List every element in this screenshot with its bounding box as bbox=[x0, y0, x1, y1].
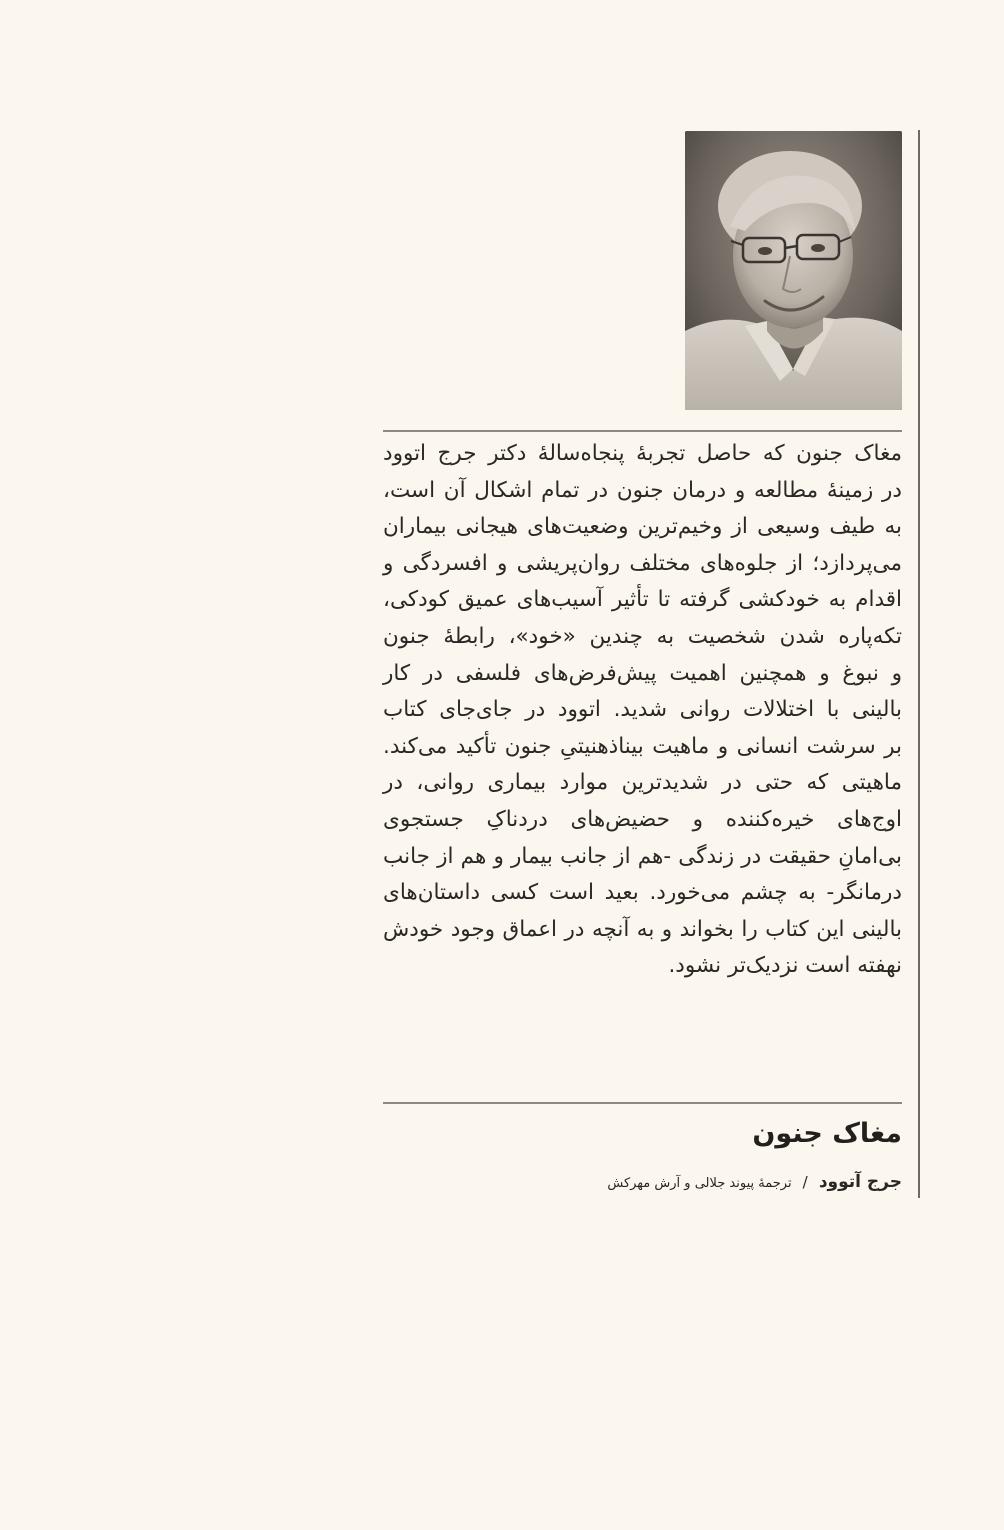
book-blurb bbox=[383, 436, 902, 985]
credits-separator: / bbox=[802, 1173, 808, 1191]
translators: ترجمهٔ پیوند جلالی و آرش مهرکش bbox=[607, 1176, 792, 1191]
blurb-line: بر سرشت انسانی و ماهیت بیناذهنیتیِ جنون تأکید می‌کند. bbox=[383, 733, 902, 759]
blurb-line: اوج‌های خیره‌کننده و حضیض‌های دردناکِ جستجوی bbox=[383, 806, 902, 832]
blurb-line: بالینی این کتاب را بخواند و به آنچه در اعماق وجود خودش bbox=[383, 916, 902, 942]
blurb-line: درمانگر- به چشم می‌خورد. بعید است کسی داستان‌های bbox=[383, 880, 902, 906]
blurb-line: تکه‌پاره شدن شخصیت به چندین «خود»، رابطهٔ جنون bbox=[383, 623, 902, 649]
blurb-line: بی‌امانِ حقیقت در زندگی -هم از جانب بیمار و هم از جانب bbox=[383, 843, 902, 869]
author-photo bbox=[685, 131, 902, 410]
top-divider bbox=[383, 430, 902, 432]
blurb-line: بالینی با اختلالات روانی شدید. اتوود در جای‌جای کتاب bbox=[383, 697, 902, 723]
bottom-divider bbox=[383, 1102, 902, 1104]
blurb-line: نهفته است نزدیک‌تر نشود. bbox=[668, 953, 902, 979]
author-name: جرج آتوود bbox=[818, 1172, 902, 1192]
blurb-line: مغاک جنون که حاصل تجربهٔ پنجاه‌سالهٔ دکتر جرج اتوود bbox=[383, 441, 902, 466]
blurb-line: ماهیتی که حتی در شدیدترین موارد بیماری روانی، در bbox=[383, 770, 902, 796]
book-credits bbox=[607, 1172, 902, 1192]
blurb-line: و نبوغ و همچنین اهمیت پیش‌فرض‌های فلسفی در کار bbox=[383, 660, 902, 686]
blurb-line: در زمینهٔ مطالعه و درمان جنون در تمام اشکال آن است، bbox=[383, 477, 902, 503]
vertical-divider bbox=[918, 130, 920, 1198]
blurb-line: می‌پردازد؛ از جلوه‌های مختلف روان‌پریشی و افسردگی و bbox=[383, 550, 902, 576]
blurb-line: به طیف وسیعی از وخیم‌ترین وضعیت‌های هیجانی بیماران bbox=[383, 514, 902, 540]
blurb-line: اقدام به خودکشی گرفته تا تأثیر آسیب‌های عمیق کودکی، bbox=[383, 587, 902, 613]
portrait-illustration bbox=[685, 131, 902, 410]
book-title: مغاک جنون bbox=[752, 1118, 902, 1149]
